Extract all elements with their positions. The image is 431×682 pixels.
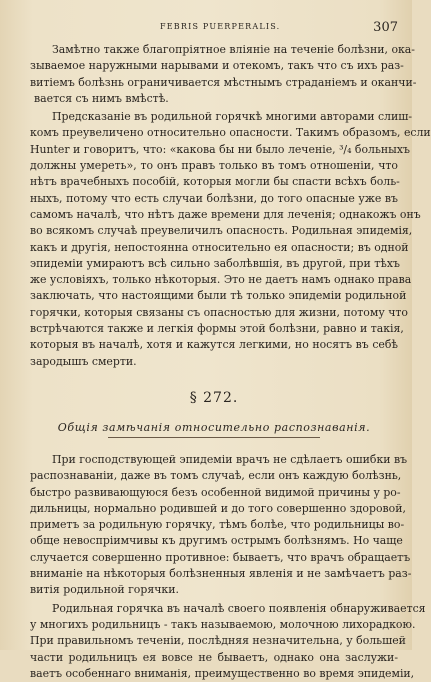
text-line: распознаваніи, даже въ томъ случаѣ, если онъ каждую болѣзнь, xyxy=(30,469,402,483)
text-line: Замѣтно также благопріятное вліяніе на теченіе болѣзни, ока- xyxy=(52,43,415,56)
paragraph-3 xyxy=(30,452,412,599)
page-number: 307 xyxy=(373,20,398,35)
text-line: у многихъ родильницъ - такъ называемою, молочною лихорадкою. xyxy=(30,617,416,631)
text-line: комъ преувеличено относительно опасности. Такимъ образомъ, если xyxy=(30,126,431,140)
text-line: заключать, что настоящими были тѣ только эпидеміи родильной xyxy=(30,289,407,303)
section-number: § 272. xyxy=(189,389,239,406)
text-line: встрѣчаются также и легкія формы этой болѣзни, равно и такія, xyxy=(30,322,404,336)
paragraph-2 xyxy=(30,109,431,370)
text-line: Предсказаніе въ родильной горячкѣ многими авторами слиш- xyxy=(52,110,413,124)
text-line: которыя въ началѣ, хотя и кажутся легкими, но носятъ въ себѣ xyxy=(30,338,398,352)
text-line: же условіяхъ, только нѣкоторыя. Это не даетъ намъ однако права xyxy=(30,273,412,287)
text-line: нѣтъ врачебныхъ пособій, которыя могли бы спасти всѣхъ боль- xyxy=(30,175,400,189)
text-line: какъ и другія, непостоянна относительно ея опасности; въ одной xyxy=(30,240,409,254)
text-line: обще невоспріимчивы къ другимъ острымъ болѣзнямъ. Но чаще xyxy=(30,534,403,548)
text-line: ныхъ, потому что есть случаи болѣзни, до того опасные уже въ xyxy=(30,191,398,205)
text-line: Родильная горячка въ началѣ своего появленія обнаруживается xyxy=(52,601,426,615)
text-line: самомъ началѣ, что нѣтъ даже времени для леченія; однакожъ онъ xyxy=(30,207,421,221)
page-header xyxy=(30,20,398,36)
text-line: Hunter и говоритъ, что: «какова бы ни было леченіе, ³/₄ больныхъ xyxy=(30,142,410,156)
text-line: эпидеміи умираютъ всѣ сильно заболѣвшія, въ другой, при тѣхъ xyxy=(30,256,400,270)
text-line: ваетъ особеннаго вниманія, преимущественно во время эпидеміи, xyxy=(30,666,415,680)
text-line: должны умереть», то онъ правъ только въ томъ отношеніи, что xyxy=(30,159,398,173)
body-text xyxy=(30,42,431,682)
text-line: вается съ нимъ вмѣстѣ. xyxy=(34,91,169,105)
running-head: FEBRIS PUERPERALIS. xyxy=(160,22,281,31)
text-line: зываемое наружными нарывами и отекомъ, такъ что съ ихъ раз- xyxy=(30,59,404,73)
text-line: При правильномъ теченіи, послѣдняя незначительна, у большей xyxy=(30,634,406,648)
text-line: При господствующей эпидеміи врачъ не сдѣлаетъ ошибки въ xyxy=(52,452,408,466)
text-line: дильницы, нормально родившей и до того совершенно здоровой, xyxy=(30,501,406,515)
text-line: приметъ за родильную горячку, тѣмъ болѣе, что родильницы во- xyxy=(30,518,405,532)
text-line: зародышъ смерти. xyxy=(30,354,137,368)
text-line: во всякомъ случаѣ преувеличилъ опасность. Родильная эпидемія, xyxy=(30,224,413,238)
text-line: витія родильной горячки. xyxy=(30,583,179,597)
paragraph-4 xyxy=(30,601,426,682)
text-line: горячки, которыя связаны съ опасностью для жизни, потому что xyxy=(30,305,408,319)
text-line: витіемъ болѣзнь ограничивается мѣстнымъ страданіемъ и оканчи- xyxy=(30,75,417,89)
text-line: случается совершенно противное: бываетъ, что врачъ обращаетъ xyxy=(30,550,411,564)
section-title: Общія замѣчанія относительно распознаванія. xyxy=(57,420,371,434)
text-line: части родильницъ ея вовсе не бываетъ, однако она заслужи- xyxy=(30,650,398,664)
text-line: быстро развивающуюся безъ особенной видимой причины у ро- xyxy=(30,485,401,499)
paragraph-1 xyxy=(30,42,417,107)
text-line: вниманіе на нѣкоторыя болѣзненныя явленія и не замѣчаетъ раз- xyxy=(30,567,412,581)
